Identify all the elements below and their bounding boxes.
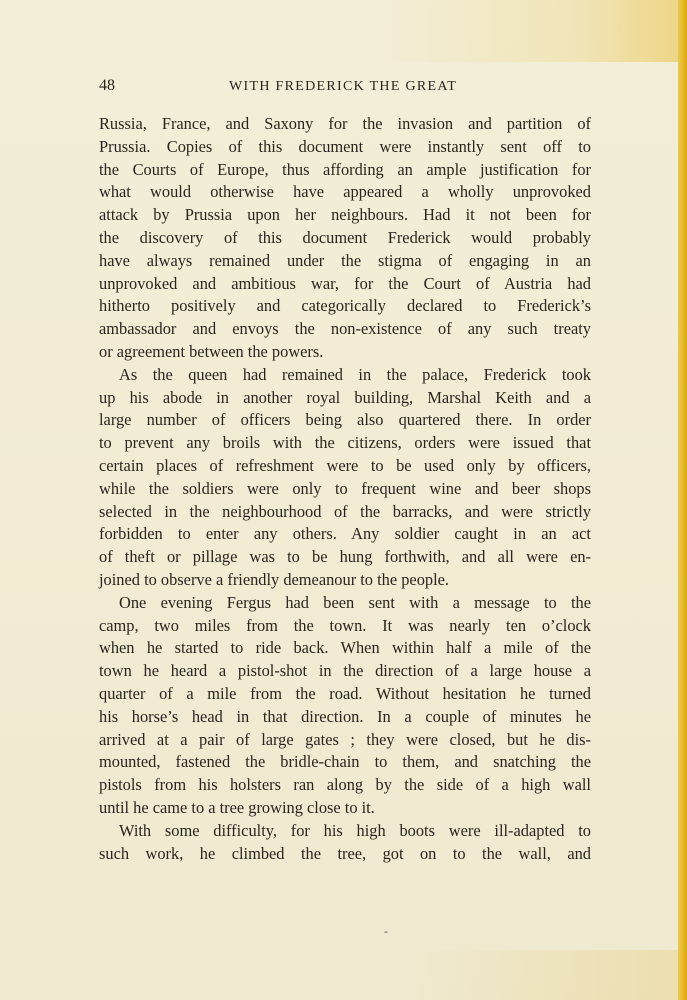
page-edge-bottom-shading: [0, 950, 687, 1000]
running-title: WITH FREDERICK THE GREAT: [229, 79, 458, 94]
text-line: large number of officers being also quartered there. In order: [99, 410, 591, 430]
text-line: ambassador and envoys the non-existence of any such treaty: [99, 319, 591, 339]
page-edge-top-shading: [0, 0, 687, 62]
text-line: up his abode in another royal building, Marshal Keith and a: [99, 387, 591, 407]
text-line: arrived at a pair of large gates ; they were closed, but he dis-: [99, 729, 591, 749]
text-line: hitherto positively and categorically declared to Frederick’s: [99, 296, 591, 316]
page-edge-right-gilt: [678, 0, 687, 1000]
footer-mark: -: [384, 924, 388, 938]
text-line: As the queen had remained in the palace, Frederick took: [119, 364, 591, 384]
text-line: what would otherwise have appeared a wholly unprovoked: [99, 182, 591, 202]
text-line: the Courts of Europe, thus affording an ample justification for: [99, 159, 591, 179]
text-line: until he came to a tree growing close to it.: [99, 797, 375, 817]
page-number: 48: [99, 77, 115, 94]
text-line: quarter of a mile from the road. Without hesitation he turned: [99, 683, 591, 703]
text-line: forbidden to enter any others. Any soldier caught in an act: [99, 524, 591, 544]
text-line: selected in the neighbourhood of the barracks, and were strictly: [99, 501, 591, 521]
text-line: pistols from his holsters ran along by the side of a high wall: [99, 775, 591, 795]
text-line: or agreement between the powers.: [99, 341, 324, 361]
text-line: town he heard a pistol-shot in the direction of a large house a: [99, 661, 591, 681]
text-line: when he started to ride back. When within half a mile of the: [99, 638, 591, 658]
text-line: to prevent any broils with the citizens, orders were issued that: [99, 433, 591, 453]
text-line: the discovery of this document Frederick would probably: [99, 227, 591, 247]
text-line: certain places of refreshment were to be used only by officers,: [99, 455, 591, 475]
text-line: attack by Prussia upon her neighbours. Had it not been for: [99, 205, 591, 225]
text-line: his horse’s head in that direction. In a couple of minutes he: [99, 706, 591, 726]
text-line: joined to observe a friendly demeanour to the people.: [99, 569, 450, 589]
text-line: unprovoked and ambitious war, for the Court of Austria had: [99, 273, 591, 293]
running-header: [99, 77, 591, 97]
text-line: camp, two miles from the town. It was nearly ten o’clock: [99, 615, 591, 635]
text-line: such work, he climbed the tree, got on to the wall, and: [99, 843, 591, 863]
text-line: have always remained under the stigma of engaging in an: [99, 250, 591, 270]
text-line: With some difficulty, for his high boots were ill-adapted to: [119, 820, 591, 840]
text-line: Russia, France, and Saxony for the invasion and partition of: [99, 114, 591, 133]
text-line: One evening Fergus had been sent with a message to the: [119, 592, 591, 612]
body-text: [99, 113, 591, 865]
text-line: of theft or pillage was to be hung forthwith, and all were en-: [99, 547, 591, 567]
text-line: while the soldiers were only to frequent wine and beer shops: [99, 478, 591, 498]
text-line: Prussia. Copies of this document were instantly sent off to: [99, 136, 591, 156]
text-line: mounted, fastened the bridle-chain to them, and snatching the: [99, 752, 591, 772]
